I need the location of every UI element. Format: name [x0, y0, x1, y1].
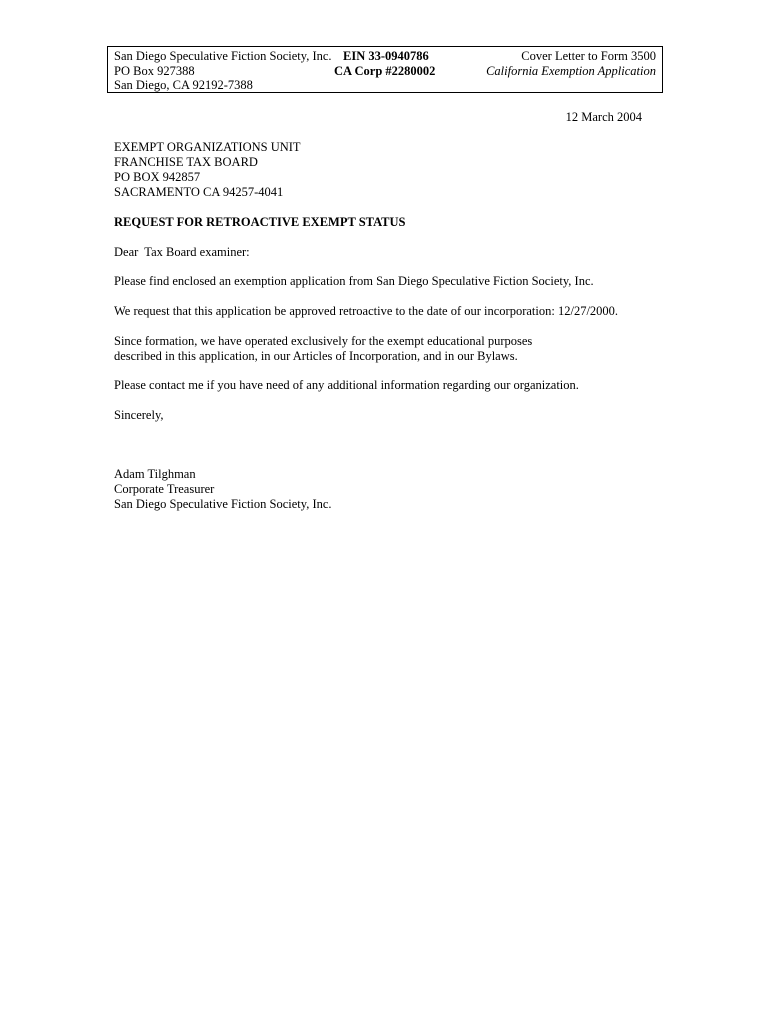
salutation: Dear Tax Board examiner:	[114, 245, 250, 259]
letter-date: 12 March 2004	[565, 110, 642, 124]
letterhead-box	[107, 46, 663, 93]
body-paragraph-4: Please contact me if you have need of any additional information regarding our organization.	[114, 378, 579, 392]
body-paragraph-3-line-2: described in this application, in our Articles of Incorporation, and in our Bylaws.	[114, 349, 518, 363]
signer-organization: San Diego Speculative Fiction Society, Inc.	[114, 497, 332, 511]
org-name: San Diego Speculative Fiction Society, Inc.	[114, 49, 332, 63]
cover-title: Cover Letter to Form 3500	[521, 49, 656, 63]
recipient-line-3: PO BOX 942857	[114, 170, 201, 184]
body-paragraph-2: We request that this application be approved retroactive to the date of our incorporation: 12/27/2000.	[114, 304, 619, 318]
body-paragraph-1: Please find enclosed an exemption application from San Diego Speculative Fiction Society, Inc.	[114, 274, 594, 288]
signer-name: Adam Tilghman	[114, 467, 196, 481]
closing: Sincerely,	[114, 408, 164, 422]
po-box: PO Box 927388	[114, 64, 195, 78]
subject-line: REQUEST FOR RETROACTIVE EXEMPT STATUS	[114, 215, 406, 229]
recipient-line-1: EXEMPT ORGANIZATIONS UNIT	[114, 140, 301, 154]
recipient-line-2: FRANCHISE TAX BOARD	[114, 155, 258, 169]
recipient-line-4: SACRAMENTO CA 94257-4041	[114, 185, 284, 199]
signer-title: Corporate Treasurer	[114, 482, 215, 496]
cover-subtitle: California Exemption Application	[486, 64, 656, 78]
ca-corp-number: CA Corp #2280002	[334, 64, 436, 78]
city-line: San Diego, CA 92192-7388	[114, 78, 253, 92]
ein-number: EIN 33-0940786	[343, 49, 429, 63]
body-paragraph-3-line-1: Since formation, we have operated exclusively for the exempt educational purposes	[114, 334, 533, 348]
